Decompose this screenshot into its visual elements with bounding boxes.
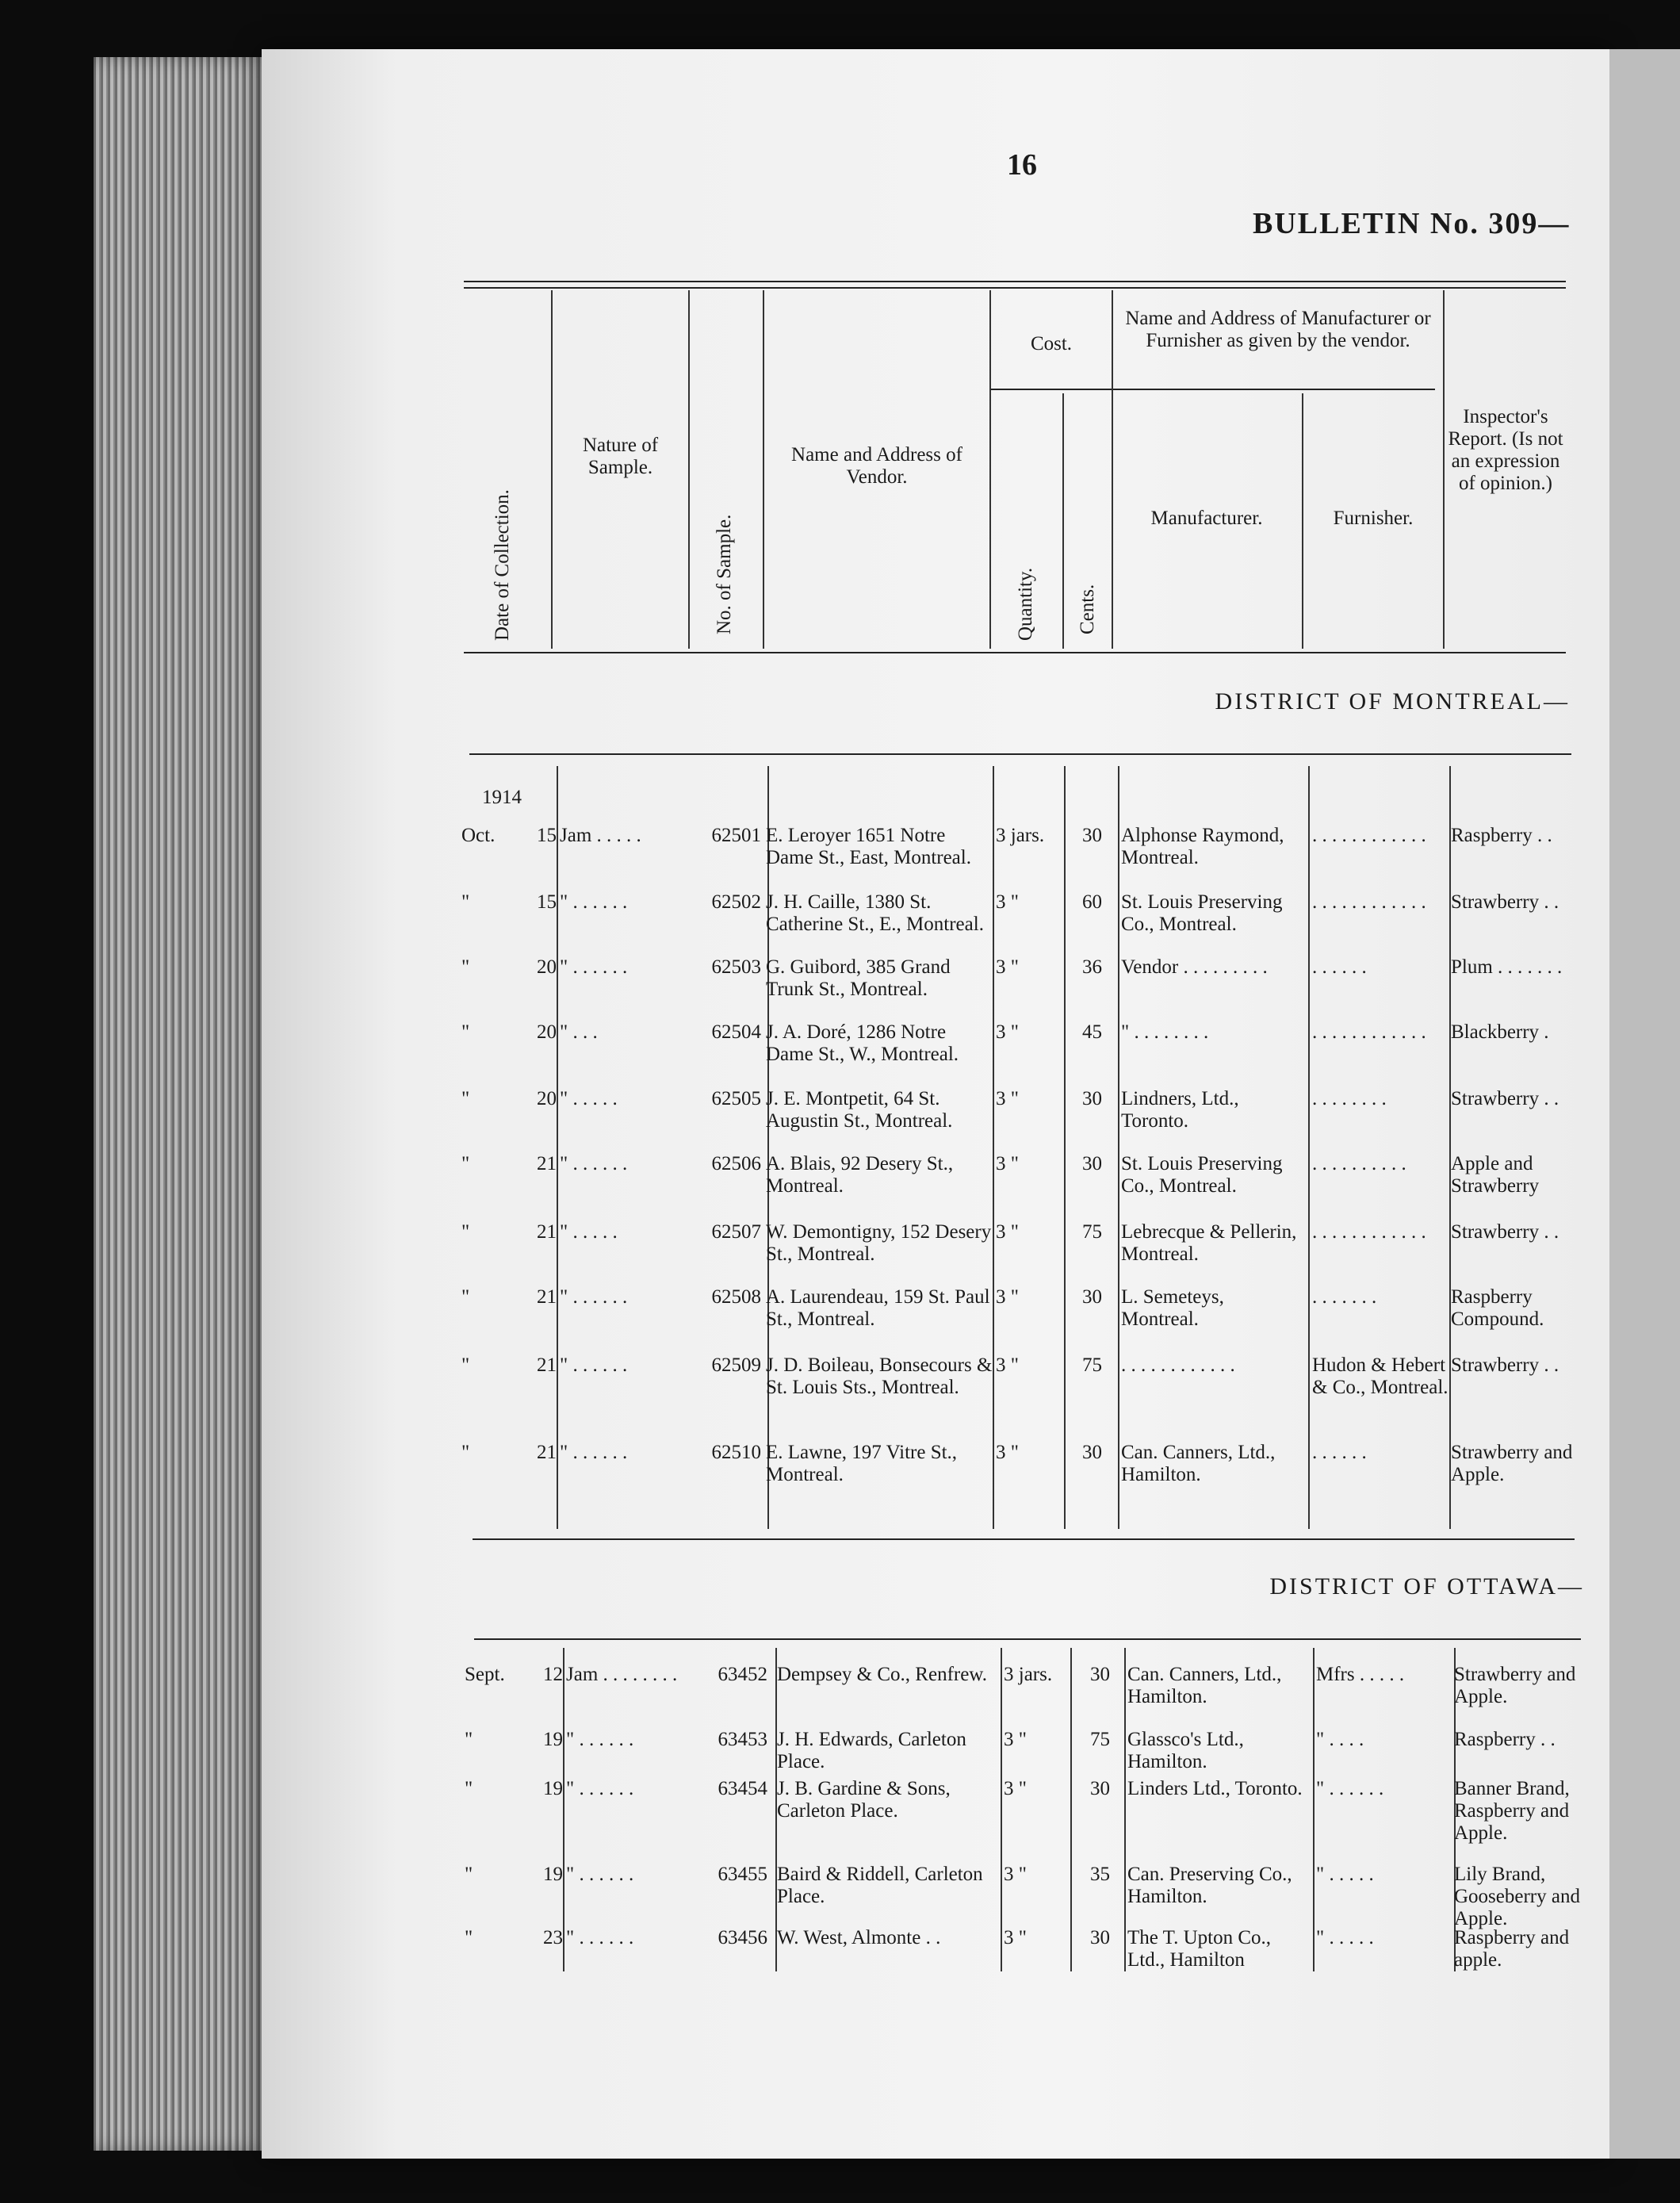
row-day: 21 bbox=[537, 1442, 557, 1463]
col-divider bbox=[1124, 1648, 1126, 1971]
row-report: Raspberry and apple. bbox=[1454, 1927, 1570, 1971]
row-furnisher: " . . . . . bbox=[1316, 1864, 1374, 1885]
row-cents: 30 bbox=[1082, 1088, 1102, 1109]
row-vendor: Baird & Riddell, Carleton Place. bbox=[777, 1864, 983, 1907]
year-label: 1914 bbox=[482, 787, 522, 808]
row-month: " bbox=[461, 891, 470, 913]
row-quantity: 3 " bbox=[1004, 1778, 1027, 1799]
row-day: 21 bbox=[537, 1354, 557, 1376]
row-day: 19 bbox=[543, 1729, 563, 1750]
col-divider bbox=[1443, 290, 1445, 649]
row-manufacturer: Can. Canners, Ltd., Hamilton. bbox=[1121, 1442, 1276, 1485]
row-sample-no: 62501 bbox=[711, 825, 761, 846]
col-divider bbox=[1313, 1648, 1315, 1971]
section-rule bbox=[473, 1538, 1575, 1540]
header-date: Date of Collection. bbox=[492, 489, 513, 641]
row-nature: " . . . bbox=[560, 1021, 598, 1043]
row-sample-no: 62502 bbox=[711, 891, 761, 913]
row-manufacturer: The T. Upton Co., Ltd., Hamilton bbox=[1127, 1927, 1272, 1971]
row-cents: 30 bbox=[1090, 1778, 1110, 1799]
row-report: Strawberry . . bbox=[1451, 1354, 1559, 1376]
row-quantity: 3 " bbox=[996, 1442, 1019, 1463]
row-cents: 30 bbox=[1090, 1927, 1110, 1948]
row-vendor: A. Laurendeau, 159 St. Paul St., Montreal. bbox=[766, 1286, 990, 1330]
row-vendor: J. B. Gardine & Sons, Carleton Place. bbox=[777, 1778, 951, 1822]
row-quantity: 3 " bbox=[996, 1021, 1019, 1043]
row-manufacturer: . . . . . . . . . . . . bbox=[1121, 1354, 1235, 1376]
row-day: 20 bbox=[537, 956, 557, 978]
row-quantity: 3 " bbox=[996, 1088, 1019, 1109]
row-vendor: W. West, Almonte . . bbox=[777, 1927, 941, 1948]
row-nature: " . . . . . bbox=[560, 1221, 618, 1243]
col-divider bbox=[1070, 1648, 1072, 1971]
row-sample-no: 62507 bbox=[711, 1221, 761, 1243]
row-sample-no: 62504 bbox=[711, 1021, 761, 1043]
row-report: Strawberry . . bbox=[1451, 1088, 1559, 1109]
row-month: " bbox=[461, 1021, 470, 1043]
col-divider bbox=[763, 290, 764, 649]
row-month: " bbox=[461, 1221, 470, 1243]
row-month: " bbox=[465, 1864, 473, 1885]
row-quantity: 3 " bbox=[996, 891, 1019, 913]
page-number: 16 bbox=[1007, 148, 1037, 182]
row-report: Strawberry and Apple. bbox=[1451, 1442, 1573, 1485]
col-divider bbox=[767, 766, 769, 1529]
row-month: " bbox=[461, 1088, 470, 1109]
row-furnisher: . . . . . . . . . . . . bbox=[1312, 1021, 1426, 1043]
row-day: 21 bbox=[537, 1153, 557, 1174]
row-manufacturer: Linders Ltd., Toronto. bbox=[1127, 1778, 1303, 1799]
row-manufacturer: St. Louis Preserving Co., Montreal. bbox=[1121, 1153, 1283, 1197]
row-cents: 30 bbox=[1082, 1153, 1102, 1174]
header-manufacturer-group: Name and Address of Manufacturer or Furnisher as given by the vendor. bbox=[1125, 308, 1431, 351]
row-report: Blackberry . bbox=[1451, 1021, 1549, 1043]
row-report: Apple and Strawberry bbox=[1451, 1153, 1540, 1197]
row-quantity: 3 " bbox=[996, 1221, 1019, 1243]
row-cents: 30 bbox=[1082, 1442, 1102, 1463]
row-nature: " . . . . . . bbox=[566, 1927, 634, 1948]
row-day: 12 bbox=[543, 1664, 563, 1685]
col-divider bbox=[1062, 393, 1064, 649]
row-manufacturer: " . . . . . . . . bbox=[1121, 1021, 1209, 1043]
row-nature: " . . . . . bbox=[560, 1088, 618, 1109]
row-nature: Jam . . . . . . . . bbox=[566, 1664, 678, 1685]
row-sample-no: 62509 bbox=[711, 1354, 761, 1376]
row-vendor: E. Leroyer 1651 Notre Dame St., East, Montreal. bbox=[766, 825, 971, 868]
col-divider bbox=[563, 1648, 564, 1971]
col-divider bbox=[551, 290, 553, 649]
row-furnisher: . . . . . . . . . . . . bbox=[1312, 891, 1426, 913]
header-nature: Nature of Sample. bbox=[582, 435, 659, 478]
row-manufacturer: L. Semeteys, Montreal. bbox=[1121, 1286, 1224, 1330]
row-manufacturer: Lebrecque & Pellerin, Montreal. bbox=[1121, 1221, 1297, 1265]
row-month: " bbox=[461, 1286, 470, 1308]
row-furnisher: . . . . . . . . . . . . bbox=[1312, 825, 1426, 846]
row-sample-no: 63455 bbox=[718, 1864, 767, 1885]
district-montreal: DISTRICT OF MONTREAL— bbox=[1215, 688, 1570, 715]
row-furnisher: . . . . . . . bbox=[1312, 1286, 1377, 1308]
row-sample-no: 63453 bbox=[718, 1729, 767, 1750]
row-quantity: 3 " bbox=[1004, 1927, 1027, 1948]
row-sample-no: 62503 bbox=[711, 956, 761, 978]
row-furnisher: " . . . . bbox=[1316, 1729, 1364, 1750]
district-ottawa: DISTRICT OF OTTAWA— bbox=[1269, 1573, 1584, 1600]
row-report: Raspberry . . bbox=[1451, 825, 1552, 846]
row-cents: 75 bbox=[1090, 1729, 1110, 1750]
row-vendor: J. H. Edwards, Carleton Place. bbox=[777, 1729, 966, 1772]
row-quantity: 3 jars. bbox=[996, 825, 1045, 846]
row-nature: " . . . . . . bbox=[560, 891, 628, 913]
row-month: Sept. bbox=[465, 1664, 505, 1685]
row-quantity: 3 " bbox=[996, 1153, 1019, 1174]
row-furnisher: . . . . . . . . . . bbox=[1312, 1153, 1406, 1174]
row-vendor: J. A. Doré, 1286 Notre Dame St., W., Montreal. bbox=[766, 1021, 959, 1065]
row-sample-no: 62510 bbox=[711, 1442, 761, 1463]
col-divider bbox=[1308, 766, 1310, 1529]
row-sample-no: 62506 bbox=[711, 1153, 761, 1174]
row-month: " bbox=[465, 1729, 473, 1750]
row-month: " bbox=[461, 1153, 470, 1174]
row-report: Strawberry . . bbox=[1451, 891, 1559, 913]
row-nature: " . . . . . . bbox=[560, 956, 628, 978]
row-cents: 60 bbox=[1082, 891, 1102, 913]
row-day: 19 bbox=[543, 1864, 563, 1885]
row-sample-no: 62508 bbox=[711, 1286, 761, 1308]
row-furnisher: Mfrs . . . . . bbox=[1316, 1664, 1405, 1685]
row-vendor: W. Demontigny, 152 Desery St., Montreal. bbox=[766, 1221, 992, 1265]
col-divider bbox=[1064, 766, 1066, 1529]
row-report: Strawberry . . bbox=[1451, 1221, 1559, 1243]
row-cents: 75 bbox=[1082, 1354, 1102, 1376]
row-report: Lily Brand, Gooseberry and Apple. bbox=[1454, 1864, 1580, 1929]
row-report: Plum . . . . . . . bbox=[1451, 956, 1563, 978]
row-sample-no: 63454 bbox=[718, 1778, 767, 1799]
row-report: Banner Brand, Raspberry and Apple. bbox=[1454, 1778, 1570, 1844]
row-quantity: 3 " bbox=[1004, 1729, 1027, 1750]
row-day: 21 bbox=[537, 1221, 557, 1243]
row-cents: 75 bbox=[1082, 1221, 1102, 1243]
row-day: 21 bbox=[537, 1286, 557, 1308]
row-quantity: 3 " bbox=[1004, 1864, 1027, 1885]
row-cents: 36 bbox=[1082, 956, 1102, 978]
header-quantity: Quantity. bbox=[1015, 567, 1036, 641]
row-furnisher: . . . . . . bbox=[1312, 1442, 1367, 1463]
row-day: 19 bbox=[543, 1778, 563, 1799]
row-quantity: 3 " bbox=[996, 1286, 1019, 1308]
row-manufacturer: Can. Preserving Co., Hamilton. bbox=[1127, 1864, 1292, 1907]
row-month: Oct. bbox=[461, 825, 496, 846]
row-report: Strawberry and Apple. bbox=[1454, 1664, 1576, 1707]
row-furnisher: Hudon & Hebert & Co., Montreal. bbox=[1312, 1354, 1448, 1398]
row-sample-no: 62505 bbox=[711, 1088, 761, 1109]
row-manufacturer: Glassco's Ltd., Hamilton. bbox=[1127, 1729, 1244, 1772]
row-day: 23 bbox=[543, 1927, 563, 1948]
row-cents: 30 bbox=[1090, 1664, 1110, 1685]
row-cents: 30 bbox=[1082, 1286, 1102, 1308]
row-report: Raspberry Compound. bbox=[1451, 1286, 1544, 1330]
header-sample-no: No. of Sample. bbox=[714, 514, 735, 634]
row-nature: " . . . . . . bbox=[566, 1778, 634, 1799]
bulletin-title: BULLETIN No. 309— bbox=[1253, 207, 1571, 240]
header-cost: Cost. bbox=[1030, 333, 1073, 354]
row-vendor: J. D. Boileau, Bonsecours & St. Louis Sts., Montreal. bbox=[766, 1354, 993, 1398]
row-manufacturer: Lindners, Ltd., Toronto. bbox=[1121, 1088, 1239, 1132]
row-manufacturer: Vendor . . . . . . . . . bbox=[1121, 956, 1268, 978]
cost-group-rule bbox=[991, 389, 1435, 390]
row-vendor: E. Lawne, 197 Vitre St., Montreal. bbox=[766, 1442, 958, 1485]
row-report: Raspberry . . bbox=[1454, 1729, 1556, 1750]
row-manufacturer: Alphonse Raymond, Montreal. bbox=[1121, 825, 1284, 868]
row-sample-no: 63456 bbox=[718, 1927, 767, 1948]
row-vendor: J. H. Caille, 1380 St. Catherine St., E., Montreal. bbox=[766, 891, 984, 935]
row-month: " bbox=[461, 1354, 470, 1376]
row-quantity: 3 " bbox=[996, 956, 1019, 978]
row-vendor: Dempsey & Co., Renfrew. bbox=[777, 1664, 987, 1685]
col-divider bbox=[1449, 766, 1451, 1529]
header-inspector-report: Inspector's Report. (Is not an expression of opinion.) bbox=[1448, 406, 1563, 494]
row-furnisher: " . . . . . bbox=[1316, 1927, 1374, 1948]
row-nature: Jam . . . . . bbox=[560, 825, 641, 846]
row-furnisher: . . . . . . . . bbox=[1312, 1088, 1387, 1109]
row-cents: 35 bbox=[1090, 1864, 1110, 1885]
row-vendor: A. Blais, 92 Desery St., Montreal. bbox=[766, 1153, 954, 1197]
row-month: " bbox=[465, 1927, 473, 1948]
row-nature: " . . . . . . bbox=[566, 1729, 634, 1750]
row-day: 20 bbox=[537, 1088, 557, 1109]
col-divider bbox=[557, 766, 558, 1529]
row-manufacturer: St. Louis Preserving Co., Montreal. bbox=[1121, 891, 1283, 935]
row-day: 15 bbox=[537, 825, 557, 846]
row-cents: 45 bbox=[1082, 1021, 1102, 1043]
section-rule bbox=[469, 753, 1571, 755]
row-furnisher: " . . . . . . bbox=[1316, 1778, 1384, 1799]
header-manufacturer: Manufacturer. bbox=[1150, 508, 1263, 529]
col-divider bbox=[1118, 766, 1119, 1529]
col-divider bbox=[688, 290, 690, 649]
table-top-rule-2 bbox=[464, 287, 1566, 289]
row-furnisher: . . . . . . bbox=[1312, 956, 1367, 978]
header-vendor: Name and Address of Vendor. bbox=[791, 444, 962, 488]
row-quantity: 3 jars. bbox=[1004, 1664, 1053, 1685]
row-nature: " . . . . . . bbox=[560, 1286, 628, 1308]
section-rule bbox=[474, 1638, 1581, 1640]
row-day: 15 bbox=[537, 891, 557, 913]
row-sample-no: 63452 bbox=[718, 1664, 767, 1685]
col-divider bbox=[993, 766, 994, 1529]
page-margin-strip bbox=[1609, 49, 1680, 2159]
row-quantity: 3 " bbox=[996, 1354, 1019, 1376]
row-vendor: G. Guibord, 385 Grand Trunk St., Montreal. bbox=[766, 956, 951, 1000]
header-cents: Cents. bbox=[1077, 584, 1098, 634]
row-cents: 30 bbox=[1082, 825, 1102, 846]
row-vendor: J. E. Montpetit, 64 St. Augustin St., Montreal. bbox=[766, 1088, 953, 1132]
row-furnisher: . . . . . . . . . . . . bbox=[1312, 1221, 1426, 1243]
header-bottom-rule bbox=[464, 652, 1566, 653]
row-nature: " . . . . . . bbox=[566, 1864, 634, 1885]
row-manufacturer: Can. Canners, Ltd., Hamilton. bbox=[1127, 1664, 1282, 1707]
row-month: " bbox=[465, 1778, 473, 1799]
col-divider bbox=[989, 290, 991, 649]
row-nature: " . . . . . . bbox=[560, 1354, 628, 1376]
table-top-rule bbox=[464, 281, 1566, 282]
row-nature: " . . . . . . bbox=[560, 1442, 628, 1463]
row-month: " bbox=[461, 956, 470, 978]
row-month: " bbox=[461, 1442, 470, 1463]
row-day: 20 bbox=[537, 1021, 557, 1043]
row-nature: " . . . . . . bbox=[560, 1153, 628, 1174]
header-furnisher: Furnisher. bbox=[1333, 508, 1414, 529]
